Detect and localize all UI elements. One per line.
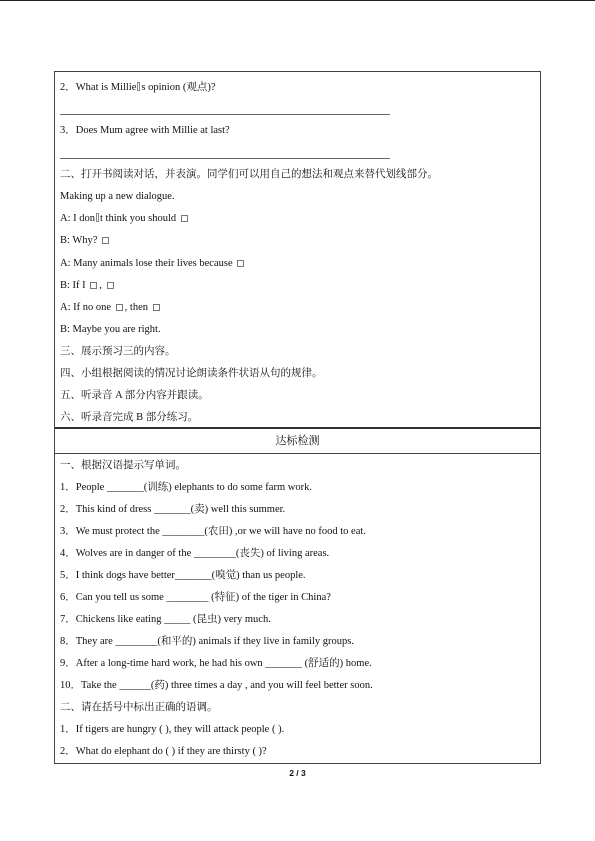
exercise-item: 8．They are ________(和平的) animals if they live in family groups. <box>60 636 354 647</box>
exercise-item: 10．Take the ______(药) three times a day , and you will feel better soon. <box>60 680 373 691</box>
worksheet-table <box>54 71 541 764</box>
intonation-item: 2．What do elephant do ( ) if they are thirsty ( )? <box>60 746 267 757</box>
heading-divider <box>55 453 540 454</box>
exercise-item: 6．Can you tell us some ________ (特征) of the tiger in China? <box>60 592 331 603</box>
section-divider <box>55 427 540 429</box>
exercise-item: 7．Chickens like eating _____ (昆虫) very much. <box>60 614 271 625</box>
task-3-instruction: 三、展示预习三的内容。 <box>60 346 176 357</box>
task-5-instruction: 五、听录音 A 部分内容并跟读。 <box>60 390 209 401</box>
dialogue-line-a1: A: I don t think you should <box>60 211 535 227</box>
exercise-item: 3．We must protect the ________(农田) ,or we will have no food to eat. <box>60 526 366 537</box>
question-3: 3．Does Mum agree with Millie at last? <box>60 125 230 136</box>
dialogue-line-a2: A: Many animals lose their lives because <box>60 256 535 272</box>
apostrophe-glyph-icon <box>96 213 99 222</box>
question-2: 2．What is Millie s opinion (观点)? <box>60 82 216 93</box>
dialogue-title: Making up a new dialogue. <box>60 191 175 202</box>
blank-box-icon <box>237 260 244 267</box>
exercise-item: 5．I think dogs have better_______(嗅觉) than us people. <box>60 570 306 581</box>
exercise-item: 1．People _______(训练) elephants to do some farm work. <box>60 482 312 493</box>
dialogue-line-b2: B: If I , <box>60 278 535 294</box>
exercise-item: 2．This kind of dress _______(卖) well this summer. <box>60 504 286 515</box>
dialogue-line-b3: B: Maybe you are right. <box>60 324 161 335</box>
dialogue-line-b1: B: Why? <box>60 233 535 249</box>
apostrophe-glyph-icon <box>137 82 140 91</box>
header-rule <box>0 0 595 1</box>
blank-box-icon <box>181 215 188 222</box>
intonation-item: 1．If tigers are hungry ( ), they will attack people ( ). <box>60 724 285 735</box>
assessment-heading: 达标检测 <box>275 435 320 447</box>
blank-box-icon <box>153 304 160 311</box>
answer-line-2 <box>60 114 390 115</box>
exercise-item: 9．After a long-time hard work, he had his own _______ (舒适的) home. <box>60 658 372 669</box>
blank-box-icon <box>90 282 97 289</box>
task-6-instruction: 六、听录音完成 B 部分练习。 <box>60 412 199 423</box>
task-2-instruction: 二、打开书阅读对话，并表演。同学们可以用自己的想法和观点来替代划线部分。 <box>60 169 438 180</box>
task-4-instruction: 四、小组根据阅读的情况讨论朗读条件状语从句的规律。 <box>60 368 323 379</box>
blank-box-icon <box>107 282 114 289</box>
class-activity-section <box>55 72 540 427</box>
part-2-title: 二、请在括号中标出正确的语调。 <box>60 702 218 713</box>
dialogue-line-a3: A: If no one , then <box>60 300 535 316</box>
answer-line-3 <box>60 158 390 159</box>
page-number: 2 / 3 <box>289 768 306 778</box>
blank-box-icon <box>116 304 123 311</box>
part-1-title: 一、根据汉语提示写单词。 <box>60 460 186 471</box>
exercise-item: 4．Wolves are in danger of the ________(丧失) of living areas. <box>60 548 330 559</box>
blank-box-icon <box>102 237 109 244</box>
